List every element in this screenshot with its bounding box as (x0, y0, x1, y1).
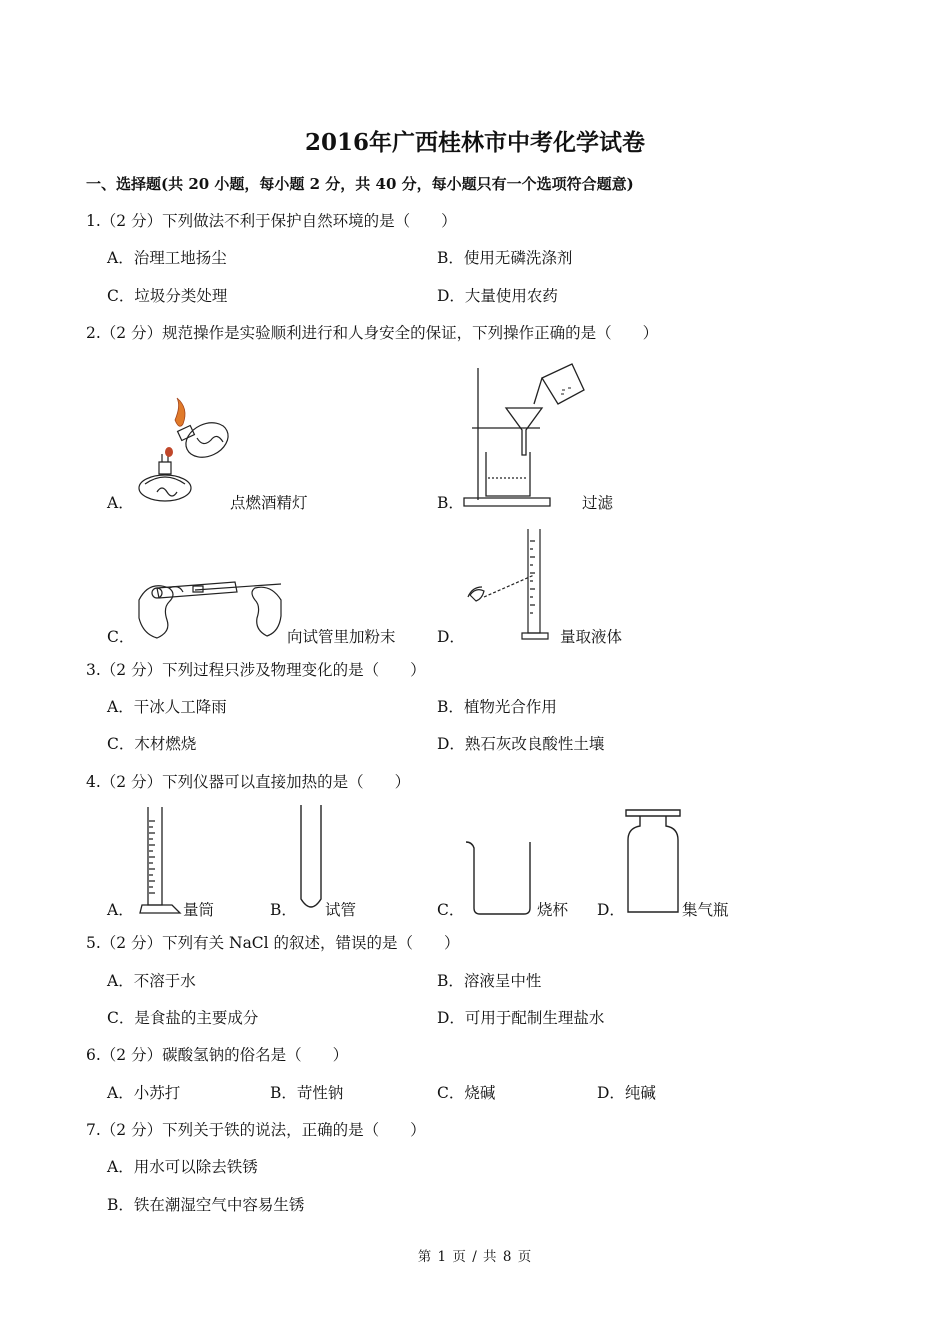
q1-option-a[interactable]: A．治理工地扬尘 (107, 249, 227, 267)
question-3-stem: 3.（2 分）下列过程只涉及物理变化的是（ ） (86, 661, 426, 679)
q1-option-c[interactable]: C．垃圾分类处理 (107, 287, 228, 305)
q3-option-d[interactable]: D．熟石灰改良酸性土壤 (437, 735, 605, 753)
gas-jar-icon (624, 808, 682, 916)
q2-option-d-letter[interactable]: D． (437, 628, 465, 646)
q7-option-a[interactable]: A．用水可以除去铁锈 (107, 1158, 258, 1176)
question-5-stem: 5.（2 分）下列有关 NaCl 的叙述，错误的是（ ） (86, 934, 460, 952)
alcohol-lamp-lighting-icon (135, 400, 235, 510)
q4-option-d-letter[interactable]: D． (597, 901, 625, 919)
q6-option-b[interactable]: B．苛性钠 (270, 1084, 344, 1102)
q5-option-a[interactable]: A．不溶于水 (107, 972, 196, 990)
measuring-liquid-icon (466, 525, 561, 643)
q2-option-a-letter[interactable]: A． (107, 494, 134, 512)
filtration-setup-icon (462, 360, 587, 510)
q2-option-b-caption: 过滤 (582, 494, 614, 512)
q4-option-d-caption: 集气瓶 (682, 901, 729, 919)
q3-option-a[interactable]: A．干冰人工降雨 (107, 698, 227, 716)
q1-option-d[interactable]: D．大量使用农药 (437, 287, 558, 305)
q4-option-c-caption: 烧杯 (537, 901, 569, 919)
question-4-stem: 4.（2 分）下列仪器可以直接加热的是（ ） (86, 773, 411, 791)
q7-option-b[interactable]: B．铁在潮湿空气中容易生锈 (107, 1196, 305, 1214)
q2-option-a-caption: 点燃酒精灯 (230, 494, 308, 512)
q6-option-c[interactable]: C．烧碱 (437, 1084, 496, 1102)
powder-into-test-tube-icon (135, 570, 285, 642)
q6-option-d[interactable]: D．纯碱 (597, 1084, 656, 1102)
question-2-stem: 2.（2 分）规范操作是实验顺利进行和人身安全的保证，下列操作正确的是（ ） (86, 324, 659, 342)
q4-option-c-letter[interactable]: C． (437, 901, 465, 919)
section-heading: 一、选择题(共 20 小题，每小题 2 分，共 40 分，每小题只有一个选项符合题意) (86, 175, 634, 193)
q2-option-d-caption: 量取液体 (560, 628, 623, 646)
beaker-icon (464, 838, 536, 916)
question-1-stem: 1.（2 分）下列做法不利于保护自然环境的是（ ） (86, 212, 457, 230)
q2-option-c-letter[interactable]: C． (107, 628, 135, 646)
page-title: 2016年广西桂林市中考化学试卷 (304, 129, 645, 156)
graduated-cylinder-icon (140, 805, 182, 915)
q4-option-b-letter[interactable]: B． (270, 901, 297, 919)
q1-option-b[interactable]: B．使用无磷洗涤剂 (437, 249, 573, 267)
test-tube-icon (297, 803, 325, 915)
q5-option-b[interactable]: B．溶液呈中性 (437, 972, 542, 990)
question-6-stem: 6.（2 分）碳酸氢钠的俗名是（ ） (86, 1046, 349, 1064)
q5-option-d[interactable]: D．可用于配制生理盐水 (437, 1009, 605, 1027)
q4-option-a-caption: 量筒 (183, 901, 215, 919)
q4-option-b-caption: 试管 (325, 901, 357, 919)
page-footer: 第 1 页 / 共 8 页 (417, 1249, 533, 1265)
q2-option-c-caption: 向试管里加粉末 (287, 628, 396, 646)
q3-option-c[interactable]: C．木材燃烧 (107, 735, 197, 753)
question-7-stem: 7.（2 分）下列关于铁的说法，正确的是（ ） (86, 1121, 426, 1139)
q4-option-a-letter[interactable]: A． (107, 901, 134, 919)
q2-option-b-letter[interactable]: B． (437, 494, 464, 512)
q5-option-c[interactable]: C．是食盐的主要成分 (107, 1009, 259, 1027)
q6-option-a[interactable]: A．小苏打 (107, 1084, 181, 1102)
q3-option-b[interactable]: B．植物光合作用 (437, 698, 557, 716)
